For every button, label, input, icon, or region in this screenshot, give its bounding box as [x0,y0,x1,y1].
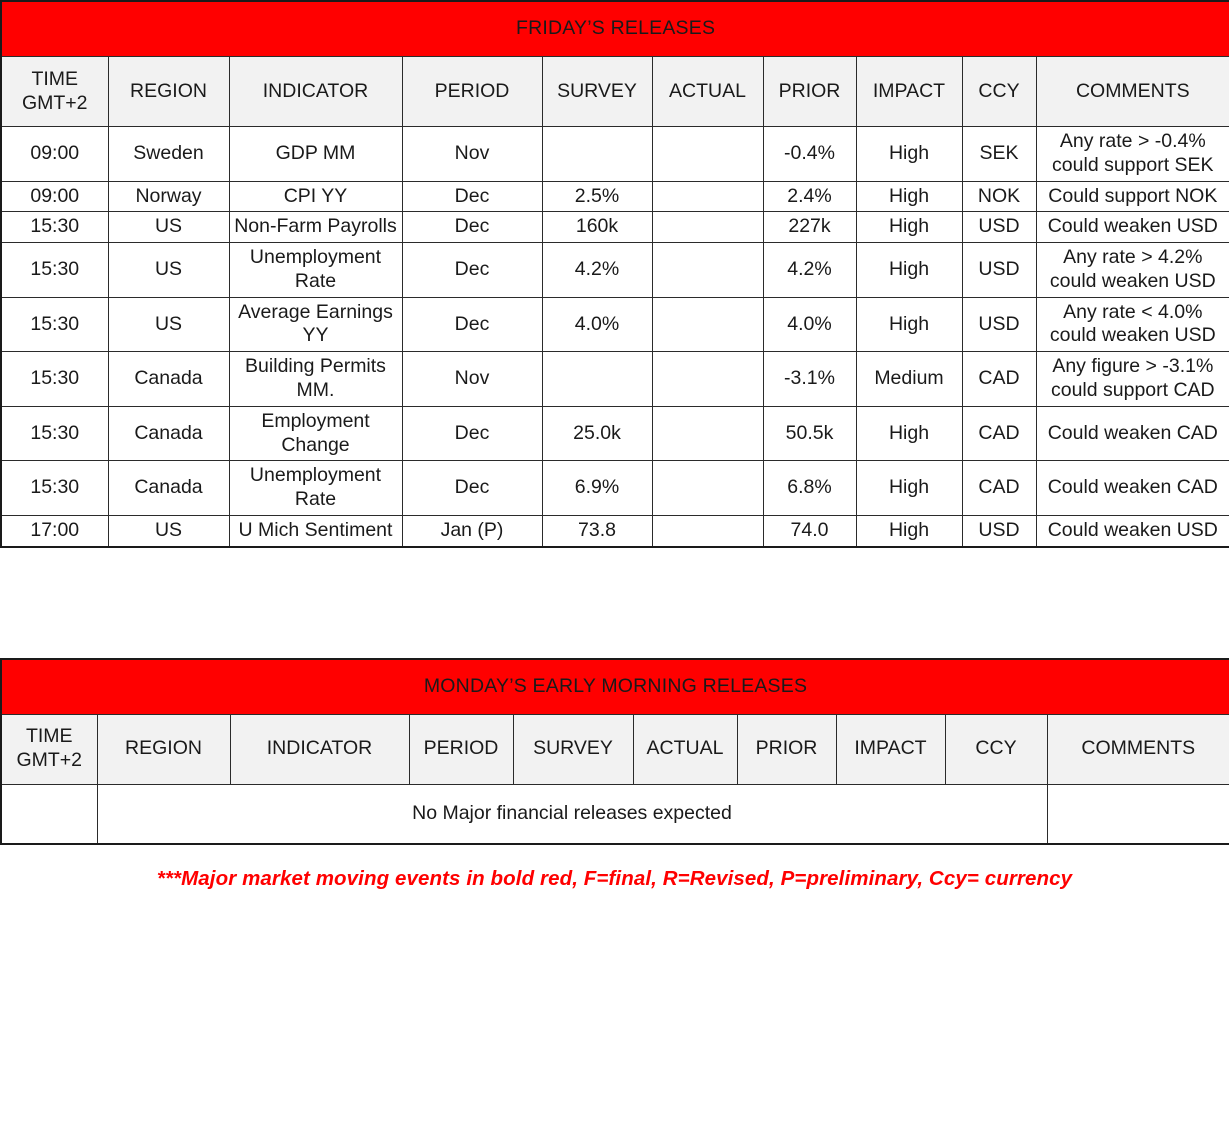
mondays-releases-body [1,784,1229,844]
column-header-time-line2: GMT+2 [16,749,83,772]
cell-comments: Any rate < 4.0% could weaken USD [1036,297,1229,352]
cell-ccy: USD [962,212,1036,243]
cell-actual [652,212,763,243]
cell-survey: 25.0k [542,406,652,461]
cell-period: Dec [402,181,542,212]
cell-period: Nov [402,127,542,182]
cell-impact: High [856,406,962,461]
cell-time: 09:00 [1,181,108,212]
cell-ccy: CAD [962,352,1036,407]
cell-survey: 4.0% [542,297,652,352]
cell-period: Dec [402,406,542,461]
cell-survey [542,127,652,182]
cell-impact: High [856,243,962,298]
cell-prior: 50.5k [763,406,856,461]
column-header-impact: IMPACT [836,714,945,784]
cell-actual [652,181,763,212]
cell-period: Dec [402,243,542,298]
cell-prior: 4.2% [763,243,856,298]
cell-ccy: NOK [962,181,1036,212]
cell-actual [652,515,763,546]
cell-indicator: GDP MM [229,127,402,182]
section-spacer [0,548,1229,658]
cell-time: 15:30 [1,243,108,298]
cell-period: Jan (P) [402,515,542,546]
cell-comments [1047,784,1229,844]
column-header-period: PERIOD [409,714,513,784]
column-header-indicator: INDICATOR [230,714,409,784]
column-header-ccy: CCY [945,714,1047,784]
table-row [1,243,1229,298]
column-header-actual: ACTUAL [652,57,763,127]
cell-actual [652,127,763,182]
cell-indicator: U Mich Sentiment [229,515,402,546]
cell-period: Dec [402,461,542,516]
cell-indicator: CPI YY [229,181,402,212]
cell-ccy: SEK [962,127,1036,182]
cell-survey: 73.8 [542,515,652,546]
cell-actual [652,461,763,516]
cell-time: 15:30 [1,406,108,461]
cell-impact: High [856,297,962,352]
table-row [1,181,1229,212]
cell-actual [652,297,763,352]
cell-time: 15:30 [1,461,108,516]
cell-ccy: USD [962,515,1036,546]
column-header-comments: COMMENTS [1036,57,1229,127]
column-header-prior: PRIOR [737,714,836,784]
cell-prior: 74.0 [763,515,856,546]
column-header-impact: IMPACT [856,57,962,127]
cell-comments: Any rate > -0.4% could support SEK [1036,127,1229,182]
cell-indicator: Building Permits MM. [229,352,402,407]
column-header-region: REGION [97,714,230,784]
column-header-region: REGION [108,57,229,127]
cell-region: US [108,243,229,298]
cell-ccy: USD [962,243,1036,298]
cell-comments: Could weaken CAD [1036,406,1229,461]
cell-time [1,784,97,844]
column-header-survey: SURVEY [542,57,652,127]
cell-indicator: Unemployment Rate [229,243,402,298]
cell-prior: 4.0% [763,297,856,352]
table-row [1,784,1229,844]
table-row [1,127,1229,182]
cell-prior: 2.4% [763,181,856,212]
cell-ccy: USD [962,297,1036,352]
cell-region: Canada [108,461,229,516]
cell-time: 15:30 [1,352,108,407]
fridays-releases-body [1,127,1229,547]
table-row [1,515,1229,546]
cell-region: Canada [108,406,229,461]
cell-indicator: Non-Farm Payrolls [229,212,402,243]
cell-period: Nov [402,352,542,407]
column-header-survey: SURVEY [513,714,633,784]
cell-prior: -3.1% [763,352,856,407]
cell-prior: 227k [763,212,856,243]
cell-prior: -0.4% [763,127,856,182]
column-header-time [1,714,97,784]
cell-actual [652,352,763,407]
column-header-time-line1: TIME [25,725,73,748]
table-row [1,461,1229,516]
table-row [1,212,1229,243]
cell-ccy: CAD [962,461,1036,516]
cell-period: Dec [402,297,542,352]
fridays-releases-table [0,0,1229,548]
cell-comments: Could weaken CAD [1036,461,1229,516]
cell-indicator: Employment Change [229,406,402,461]
cell-prior: 6.8% [763,461,856,516]
cell-region: US [108,515,229,546]
cell-survey [542,352,652,407]
column-header-actual: ACTUAL [633,714,737,784]
cell-impact: High [856,515,962,546]
column-header-time [1,57,108,127]
cell-time: 09:00 [1,127,108,182]
table2-header-row [1,714,1229,784]
cell-time: 17:00 [1,515,108,546]
table1-header-row [1,57,1229,127]
cell-impact: High [856,181,962,212]
cell-actual [652,406,763,461]
table-row [1,297,1229,352]
cell-region: Norway [108,181,229,212]
cell-comments: Could weaken USD [1036,515,1229,546]
cell-region: Canada [108,352,229,407]
column-header-ccy: CCY [962,57,1036,127]
table2-banner-row [1,659,1229,715]
cell-ccy: CAD [962,406,1036,461]
column-header-time-line1: TIME [31,67,79,90]
cell-impact: High [856,461,962,516]
cell-impact: High [856,212,962,243]
cell-region: US [108,297,229,352]
cell-comments: Could support NOK [1036,181,1229,212]
cell-impact: High [856,127,962,182]
cell-survey: 6.9% [542,461,652,516]
cell-survey: 4.2% [542,243,652,298]
fridays-releases-banner: FRIDAY’S RELEASES [1,1,1229,57]
cell-actual [652,243,763,298]
cell-indicator: Unemployment Rate [229,461,402,516]
cell-comments: Any rate > 4.2% could weaken USD [1036,243,1229,298]
mondays-releases-table [0,658,1229,845]
cell-time: 15:30 [1,297,108,352]
table-row [1,406,1229,461]
column-header-indicator: INDICATOR [229,57,402,127]
footnote-legend: ***Major market moving events in bold red, F=final, R=Revised, P=preliminary, Ccy= currency [156,866,1073,890]
no-releases-message: No Major financial releases expected [97,784,1047,844]
cell-time: 15:30 [1,212,108,243]
cell-region: US [108,212,229,243]
table1-banner-row [1,1,1229,57]
column-header-prior: PRIOR [763,57,856,127]
column-header-time-line2: GMT+2 [21,91,88,114]
column-header-comments: COMMENTS [1047,714,1229,784]
cell-comments: Any figure > -3.1% could support CAD [1036,352,1229,407]
cell-period: Dec [402,212,542,243]
mondays-releases-banner: MONDAY’S EARLY MORNING RELEASES [1,659,1229,715]
column-header-period: PERIOD [402,57,542,127]
cell-region: Sweden [108,127,229,182]
cell-indicator: Average Earnings YY [229,297,402,352]
table-row [1,352,1229,407]
cell-survey: 160k [542,212,652,243]
cell-survey: 2.5% [542,181,652,212]
cell-comments: Could weaken USD [1036,212,1229,243]
cell-impact: Medium [856,352,962,407]
